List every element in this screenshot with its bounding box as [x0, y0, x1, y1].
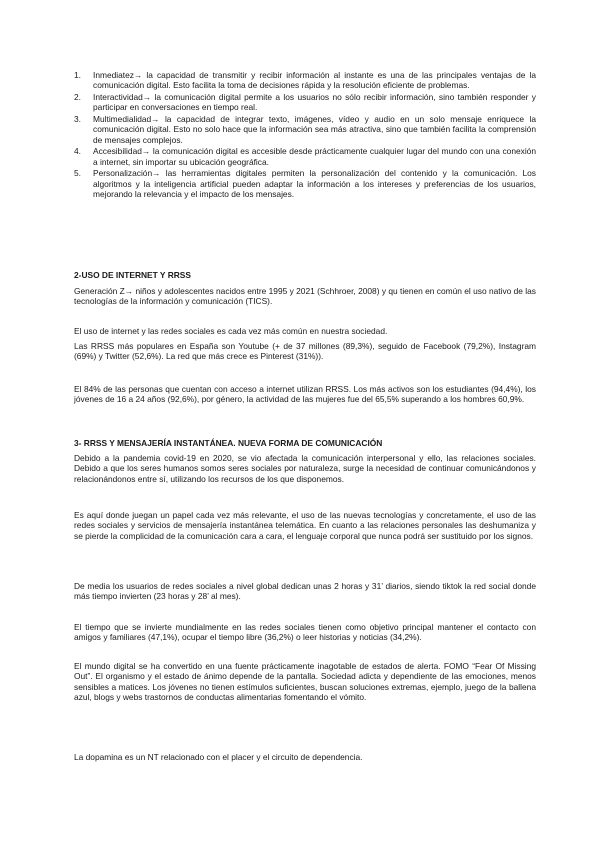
list-item: [74, 114, 536, 145]
paragraph: Generación Z→ niños y adolescentes nacidos entre 1995 y 2021 (Schhroer, 2008) y qu tienen en común el uso nativo de las tecnologías de la información y comunicación (TICS).: [74, 286, 536, 307]
list-number: 1.: [74, 70, 81, 80]
paragraph: El tiempo que se invierte mundialmente en las redes sociales tienen como objetivo principal mantener el contacto con amigos y familiares (47,1%), ocupar el tiempo libre (36,2%) o leer historias y noticias (34,2%).: [74, 622, 536, 643]
list-number: 4.: [74, 146, 81, 157]
paragraph: El 84% de las personas que cuentan con acceso a internet utilizan RRSS. Los más activos son los estudiantes (94,4%), los jóvenes de 16 a 24 años (92,6%), por género, la actividad de las mujeres fue del 65,5% superando a los hombres 60,9%.: [74, 384, 536, 405]
list-item: [74, 92, 536, 113]
list-item-text: Personalización→ las herramientas digitales permiten la personalización del contenido y la comunicación. Los algoritmos y la inteligencia artificial pueden adaptar la información a los intereses y preferencias de los usuarios, mejorando la relevancia y el impacto de los mensajes.: [93, 168, 536, 200]
paragraph: Debido a la pandemia covid-19 en 2020, se vio afectada la comunicación interpersonal y ello, las relaciones sociales. Debido a que los seres humanos somos seres sociales por naturaleza, surge la necesidad de continuar comunicándonos y relacionándonos entre sí, utilizando los recursos de los que disponemos.: [74, 453, 536, 484]
list-number: 3.: [74, 114, 81, 124]
list-number: 5.: [74, 168, 81, 179]
list-item-text: Multimedialidad→ la capacidad de integrar texto, imágenes, vídeo y audio en un solo mensaje enriquece la comunicación digital. Esto no solo hace que la información sea más atractiva, sino que también facilita la comprensión de mensajes complejos.: [93, 114, 536, 145]
list-number: 2.: [74, 92, 81, 102]
paragraph: Es aquí donde juegan un papel cada vez más relevante, el uso de las nuevas tecnologías y concretamente, el uso de las redes sociales y servicios de mensajería instantánea telemática. En cuanto a las relaciones personales las deshumaniza y se pierde la complicidad de la comunicación cara a cara, el lenguaje corporal que nunca podrá ser sustituido por los signos.: [74, 510, 536, 541]
list-item-text: Interactividad→ la comunicación digital permite a los usuarios no sólo recibir información, sino también responder y participar en conversaciones en tiempo real.: [93, 92, 536, 113]
paragraph: De media los usuarios de redes sociales a nivel global dedican unas 2 horas y 31’ diarios, siendo tiktok la red social donde más tiempo invierten (23 horas y 28’ al mes).: [74, 581, 536, 602]
list-item-text: Inmediatez→ la capacidad de transmitir y recibir información al instante es una de las principales ventajas de la comunicación digital. Esto facilita la toma de decisiones rápida y la resolución eficiente de problemas.: [93, 70, 536, 91]
paragraph: Las RRSS más populares en España son Youtube (+ de 37 millones (89,3%), seguido de Facebook (79,2%), Instagram (69%) y Twitter (52,6%). La red que más crece es Pinterest (31%)).: [74, 341, 536, 362]
section-3-heading: 3- RRSS Y MENSAJERÍA INSTANTÁNEA. NUEVA FORMA DE COMUNICACIÓN: [74, 438, 383, 448]
list-item-text: Accesibilidad→ la comunicación digital es accesible desde prácticamente cualquier lugar del mundo con una conexión a internet, sin importar su ubicación geográfica.: [93, 146, 536, 167]
paragraph: El mundo digital se ha convertido en una fuente prácticamente inagotable de estados de alerta. FOMO “Fear Of Missing Out”. El organismo y el estado de ánimo depende de la pantalla. Sociedad adicta y dependiente de las emociones, menos sensibles a matices. Los jóvenes no tienen estímulos suficientes, buscan soluciones extremas, ejemplo, juego de la ballena azul, blogs y webs trastornos de conductas alimentarias fomentando el vómito.: [74, 661, 536, 703]
section-2-heading: 2-USO DE INTERNET Y RRSS: [74, 270, 191, 280]
list-item: [74, 70, 536, 91]
paragraph: El uso de internet y las redes sociales es cada vez más común en nuestra sociedad.: [74, 326, 388, 336]
paragraph: La dopamina es un NT relacionado con el placer y el circuito de dependencia.: [74, 752, 363, 762]
list-item: [74, 146, 536, 167]
features-list: [74, 70, 536, 201]
list-item: [74, 168, 536, 199]
